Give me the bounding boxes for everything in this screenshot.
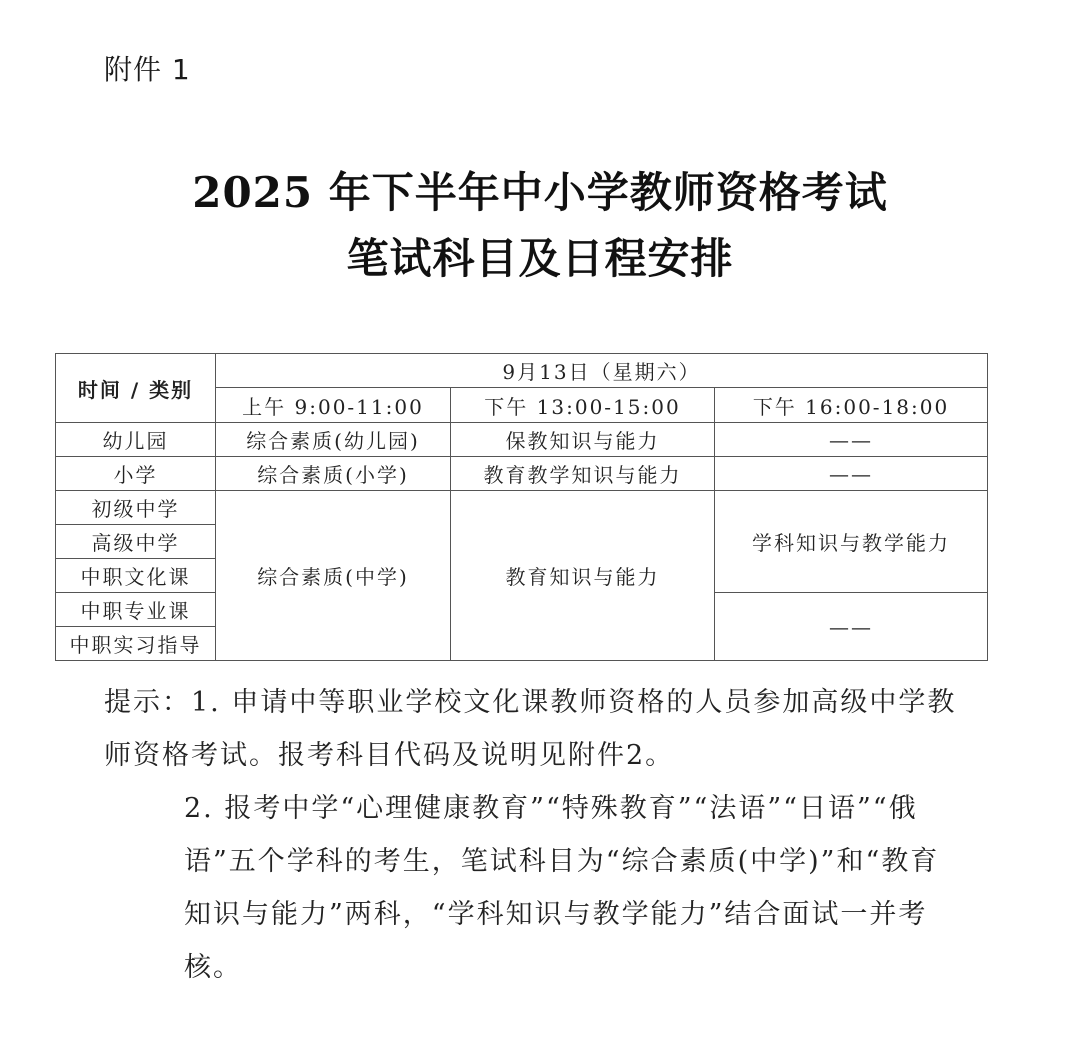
session-header-afternoon-2: 下午 16:00-18:00: [715, 388, 988, 423]
cell-primary-afternoon2: ——: [715, 457, 988, 491]
document-title-line1: 2025 年下半年中小学教师资格考试: [192, 168, 888, 217]
cell-kindergarten-afternoon1: 保教知识与能力: [451, 423, 715, 457]
cell-kindergarten-morning: 综合素质(幼儿园): [216, 423, 451, 457]
session-header-afternoon-1: 下午 13:00-15:00: [451, 388, 715, 423]
document-title-line2: 笔试科目及日程安排: [346, 234, 734, 283]
category-vocational-internship: 中职实习指导: [56, 627, 216, 661]
table-corner-header: 时间 / 类别: [56, 354, 216, 423]
category-junior-high: 初级中学: [56, 491, 216, 525]
category-vocational-professional: 中职专业课: [56, 593, 216, 627]
attachment-label: 附件 1: [104, 53, 191, 86]
cell-secondary-afternoon2-none: ——: [715, 593, 988, 661]
cell-secondary-morning: 综合素质(中学): [216, 491, 451, 661]
table-row: [56, 491, 988, 525]
cell-secondary-afternoon2-subject: 学科知识与教学能力: [715, 491, 988, 593]
cell-kindergarten-afternoon2: ——: [715, 423, 988, 457]
note-1: 提示：1. 申请中等职业学校文化课教师资格的人员参加高级中学教师资格考试。报考科目代码及说明见附件2。: [104, 687, 957, 771]
cell-primary-afternoon1: 教育教学知识与能力: [451, 457, 715, 491]
cell-secondary-afternoon1: 教育知识与能力: [451, 491, 715, 661]
table-row: [56, 423, 988, 457]
note-2: 2. 报考中学“心理健康教育”“特殊教育”“法语”“日语”“俄语”五个学科的考生，笔试科目为“综合素质(中学)”和“教育知识与能力”两科，“学科知识与教学能力”结合面试一并考核。: [184, 793, 940, 983]
cell-primary-morning: 综合素质(小学): [216, 457, 451, 491]
category-vocational-culture: 中职文化课: [56, 559, 216, 593]
category-kindergarten: 幼儿园: [56, 423, 216, 457]
session-header-morning: 上午 9:00-11:00: [216, 388, 451, 423]
category-senior-high: 高级中学: [56, 525, 216, 559]
date-header: 9月13日（星期六）: [216, 354, 988, 388]
category-primary: 小学: [56, 457, 216, 491]
notes-section: [104, 676, 964, 994]
table-row: [56, 457, 988, 491]
exam-schedule-table: [55, 353, 988, 661]
